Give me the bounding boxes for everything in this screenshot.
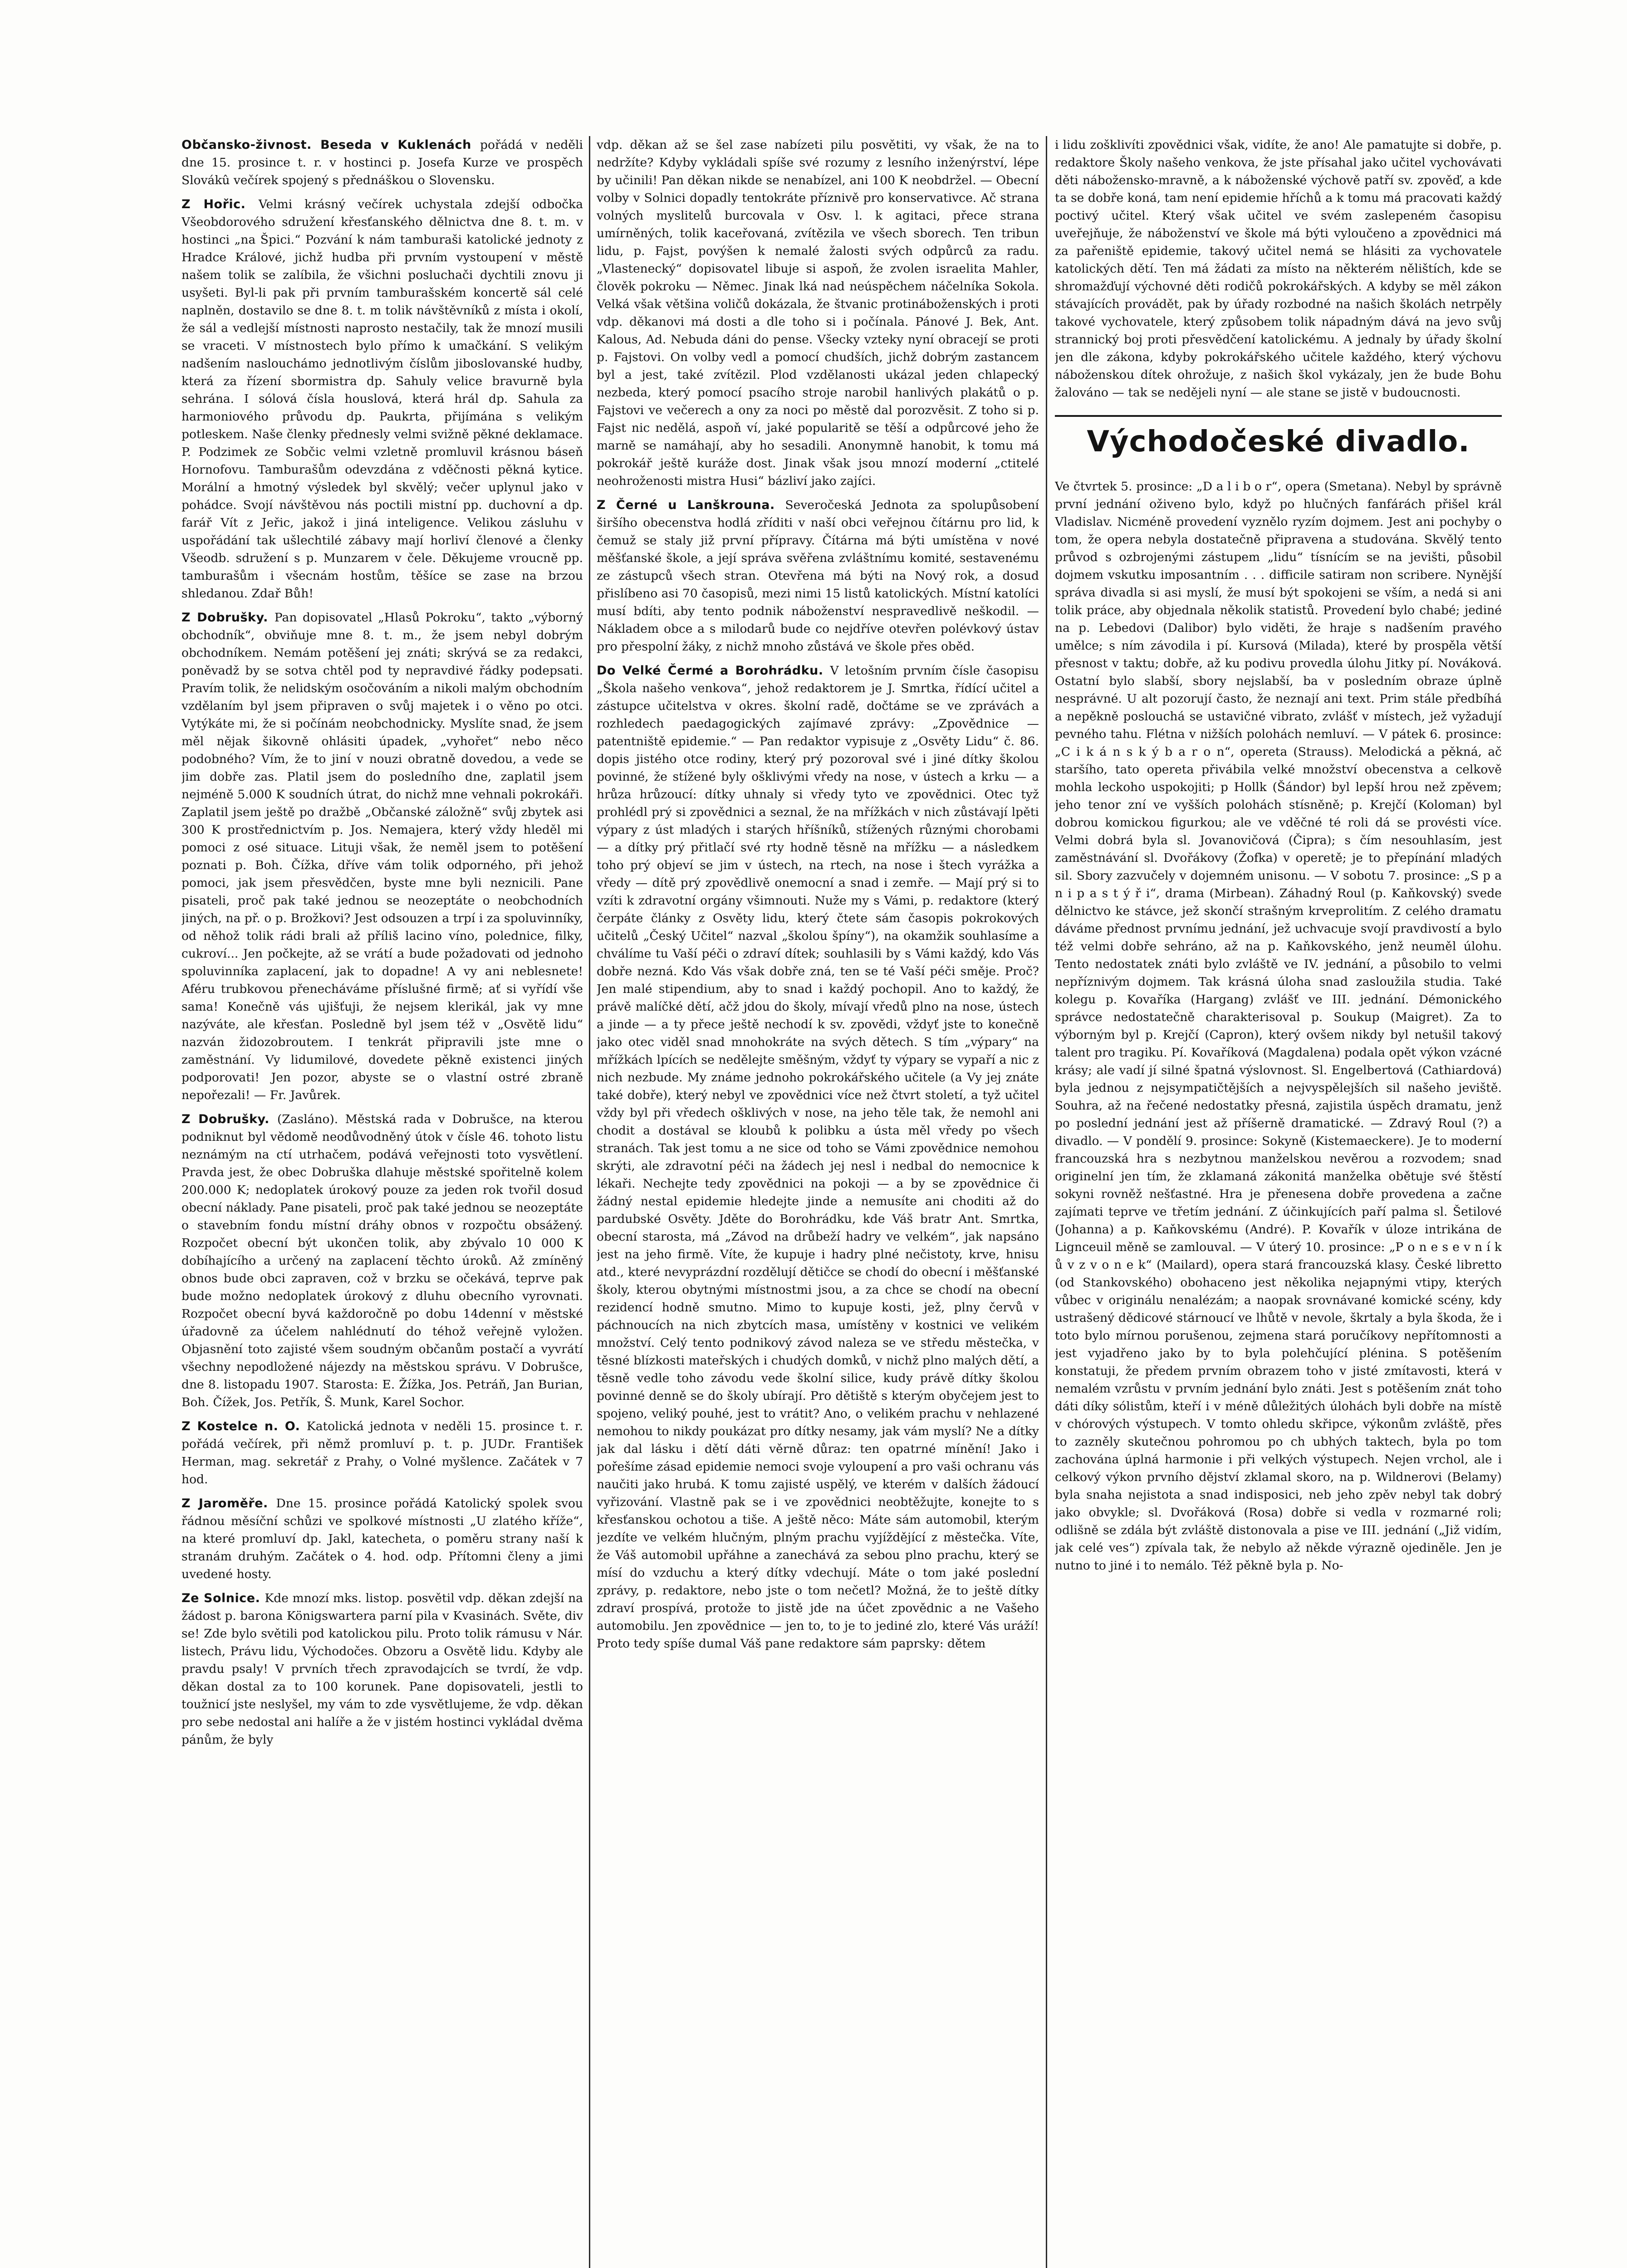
article-text: Ve čtvrtek 5. prosince: „D a l i b o r“, opera (Smetana). Nebyl by správně první jednání oživeno bylo, když po hlučných fanfárách přišel král Vladislav. Nicméně provedení vyznělo ryzím dojmem. Jest ani pochyby o tom, že opera nebyla dostatečně připravena a studována. Skvělý tento průvod s ozbrojenými zástupem „lidu“ tísnícím se na jevišti, působil dojmem vskutku imposantním . . . difficile satiram non scribere. Nynější správa divadla si asi myslí, že musí být spokojeni se vším, a nedá si ani tolik práce, aby objednala několik statistů. Provedení bylo chabé; jediné na p. Lebedovi (Dalibor) bylo viděti, že hraje s nadšením pravého umělce; s ním závodila i pí. Kursová (Milada), které by prospěla větší přesnost v taktu; dobře, až ku podivu provedla úlohu Jitky pí. Nováková. Ostatní bylo slabší, sbory nejslabší, ba v posledním obraze úplně nesprávné. U alt pozorují často, že neznají ani text. Prim stále předbíhá a nepěkně poslouchá se ustavičné vibrato, zvlášť v místech, jež vyžadují pevného tahu. Flétna v nižších polohách nemluví. — V pátek 6. prosince: „C i k á n s k ý b a r o n“, opereta (Strauss). Melodická a pěkná, ač staršího, tato opereta přivábila velké množství obecenstva a celkově mohla leckoho uspokojiti; p Hollk (Šándor) byl lepší hrou než zpěvem; jeho tenor zní ve vyšších polohách stísněně; p. Krejčí (Koloman) byl dobrou komickou figurkou; ale ve vděčné té roli dá se provésti více. Velmi dobrá byla sl. Jovanovičová (Čipra); s čím nesouhlasím, jest zaměstnávání sl. Dvořákovy (Žofka) v operetě; je to přepínání mladých sil. Sbory zazvučely v dojemném unisonu. — V sobotu 7. prosince: „S p a n i p a s t ý ř i“, drama (Mirbean). Záhadný Roul (p. Kaňkovský) svede dělnictvo ke stávce, jež skončí strašným krveprolitím. Z celého dramatu dáváme přednost prvnímu jednání, jež uchvacuje svojí pravdivostí a bylo též velmi dobře sehráno, až na p. Kaňkovského, jenž neuměl úlohu. Tento nedostatek znáti bylo zvláště ve IV. jednání, a působilo to velmi nepříznivým dojmem. Tak krásná úloha snad zasloužila studia. Také kolegu p. Kovaříka (Hargang) zvlášť ve III. jednání. Démonického správce nedostatečně charakterisoval p. Soukup (Maigret). Za to výborným byl p. Krejčí (Capron), který ovšem nikdy byl netušil takový talent pro tragiku. Pí. Kovaříková (Magdalena) podala opět výkon vzácné krásy; ale vadí jí silné špatná výslovnost. Sl. Engelbertová (Cathiardová) byla jednou z nejsympatičtějších a nejvyspělejších sil našeho jeviště. Souhra, až na řečené nedostatky přesná, zajistila úspěch dramatu, jenž po poslední jednání jest až příšerně dramatické. — Zdravý Roul (?) a divadlo. — V pondělí 9. prosince: Sokyně (Kistemaeckere). Je to moderní francouzská hra s nezbytnou manželskou nevěrou a rozvodem; snad originelní jen tím, že zklamaná zákonitá manželka obětuje své štěstí sokyni rovněž nešťastné. Hra je přenesena dobře provedena a začne zajímati teprve ve třetím jednání. Z účinkujících paří palma sl. Šetilové (Johanna) a p. Kaňkovskému (André). P. Kovařík v úloze intrikána de Lignceuil měně se zamlouval. — V úterý 10. prosince: „P o n e s e v n í k ů v z v o n e k“ (Mailard), opera stará francouzská klasy. České libretto (od Stankovského) obohaceno jest několika nejapnými vtipy, kterých vůbec v originálu nenalézám; a naopak srovnávané komické scény, kdy ustrašený dědicové stárnoucí ve lhůtě v nevole, škrtaly a byla škoda, že i toto bylo mírnou porušenou, zejmena stará poručíkovy nepřítomnosti a jest vyjadřeno jako by to byla polehčující plénina. S potěšením konstatuji, že předem prvním obrazem toho v jisté zmítavosti, která v nemalém vzrůstu v prvním jednání bylo znáti. Jest s potěšením znát toho dáti díky sólistům, kteří i v méně důležitých úlohách byli dobře na místě v chórových výstupech. V tomto ohledu skřipce, výkonům zvláště, přes to zazněly skutečnou pohromou po ch ubhých taktech, byla po tom zachována úplná harmonie i při velkých výstupech. Nejen vrchol, ale i celkový výkon prvního dějství zklamal skoro, na p. Wildnerovi (Belamy) byla snaha nejistota a snad indisposici, neb jeho zpěv nebyl tak dobrý jako obvykle; sl. Dvořáková (Rosa) dobře si vedla v rozmarné roli; odlišně se zdála být zvláště distonovala a pise ve III. jednání („Již vidím, jak celé ves“) zpívala tak, že nebylo až někde výrazně ojediněle. Jen je nutno to jiné i to nemálo. Též pěkně byla p. No-: [1055, 479, 1502, 1573]
article: [597, 662, 1039, 1652]
article: [181, 1589, 583, 1749]
article: [597, 136, 1039, 490]
article-headline: Z Jaroměře.: [181, 1496, 276, 1510]
article-text: (Zasláno). Městská rada v Dobrušce, na kterou podniknut byl vědomě neodůvodněný útok v čísle 46. tohoto listu neznámým na ctí utrhačem, podává veřejnosti toto vysvětlení. Pravda jest, že obec Dobruška dlahuje městské spořitelně kolem 200.000 K; nedoplatek úrokový pouze za jeden rok tvořil dosud obecní náklady. Pane pisateli, proč pak také jednou se neozeptáte o stavebním fondu místní dráhy obnos v rozpočtu obsážený. Rozpočet obecní být ukončen tolik, aby zbývalo 10 000 K dobíhajícího a určený na zaplacení těchto úroků. Až zmíněný obnos bude obci zapraven, což v brzku se očekává, teprve pak bude možno nedoplatek úrokový z dluhu obecního vyrovnati. Rozpočet obecní byvá každoročně po dobu 14denní v městské úřadovně za účelem nahlédnutí do téhož veřejně vyložen. Objasnění toto zajisté všem soudným občanům postačí a vyvrátí všechny nepodložené nájezdy na městskou správu. V Dobrušce, dne 8. listopadu 1907. Starosta: E. Žížka, Jos. Petráň, Jan Burian, Boh. Čížek, Jos. Petřík, Š. Munk, Karel Sochor.: [181, 1112, 583, 1409]
article-headline: Do Velké Čermé a Borohrádku.: [597, 664, 830, 678]
column-left: [181, 136, 583, 2268]
article-text: Velmi krásný večírek uchystala zdejší odbočka Všeobdorového sdružení křesťanského dělnictva dne 8. t. m. v hostinci „na Špici.“ Pozvání k nám tamburaši katolické jednoty z Hradce Králové, jichž hudba při prvním vystoupení v městě našem tolik se zalíbila, že všichni posluchači dychtili znovu ji usyšeti. Byl-li pak při prvním tamburašském koncertě sál celé naplněn, dostavilo se dne 8. t. m tolik návštěvníků z místa i okolí, že sál a vedlejší místnosti naprosto nestačily, tak že mnozí musili se vraceti. V místnostech bylo přímo k umačkání. S velikým nadšením naslouchámo jednotlivým číslům jiboslovanské hudby, která za řízení sbormistra dp. Sahuly velice bravurně byla sehrána. I sólová čísla houslová, která hrál dp. Sahula za harmoniového průvodu dp. Paukrta, přijímána s velikým potleskem. Naše členky přednesly velmi svižně pěkné deklamace. P. Podzimek ze Sobčic velmi vzletně promluvil krásnou báseň Hornofovu. Tamburašům odevzdána z vděčnosti pěkná kytice. Morální a hmotný výsledek byl skvělý; večer uplynul jako v pohádce. Svojí návštěvou nás poctili mistní pp. duchovní a dp. farář Vít z Jeřic, jakož i jiná inteligence. Velikou zásluhu v uspořádání tak ušlechtilé zábavy mají horliví členové a členky Všeodb. sdružení s p. Munzarem v čele. Děkujeme vroucně pp. tamburašům i všecnám hostům, těšíce se zase na brzou shledanou. Zdař Bůh!: [181, 197, 583, 601]
article-text: pořádá v neděli dne 15. prosince t. r. v hostinci p. Josefa Kurze ve prospěch Slovákû večírek spojený s přednáškou o Slovensku.: [181, 138, 583, 187]
article: [181, 1418, 583, 1488]
article: [1055, 478, 1502, 1574]
article-text: i lidu zošklivíti zpovědnici však, vidíte, že ano! Ale pamatujte si dobře, p. redaktore Školy našeho venkova, že jste přísahal jako učitel vychovávati děti nábožensko-mravně, a k náboženské výchově patří sv. zpověď, a kde ta se dobře koná, tam není epidemie hříchů a k tomu má pracovati každý poctivý učitel. Který však učitel ve svém zaslepeném časopisu uveřejňuje, že náboženství ve škole má býti vyloučeno a zpovědnici má za pařeniště epidemie, takový učitel nemá se hlásiti za vychovatele katolických dětí. Ten má žádati za místo na některém nělištích, kde se shromažďují výchovné děti rodičů pokrokářských. A kdyby se měl zákon stávajících provádět, pak by úřady rozbodné na našich školách netrpěly takové vychovatele, který způsobem tolik nápadným dává na jevo svůj strannický boj proti přesvědčení katolickému. A jednaly by úřady školní jen dle zákona, kdyby pokrokářského učitele každého, který výchovu náboženskou dítek ohrožuje, z našich škol vykázaly, jen že bude Bohu žalováno — tak se nedějeli nyní — ale stane se jistě v budoucnosti.: [1055, 138, 1502, 400]
article-headline: Z Hořic.: [181, 197, 259, 211]
column-right: [1055, 136, 1502, 2268]
article-text: Kde mnozí mks. listop. posvětil vdp. děkan zdejší na žádost p. barona Königswartera parní pila v Kvasinách. Světe, div se! Zde bylo světili pod katolickou pilu. Proto tolik rámusu v Nár. listech, Právu lidu, Východočes. Obzoru a Osvětě lidu. Kdyby ale pravdu psaly! V prvních třech zpravodajcích se tvrdí, že vdp. děkan dostal za to 100 korunek. Pane dopisovateli, jestli to toužnicí jste neslyšel, my vám to zde vysvětlujeme, že vdp. děkan pro sebe nedostal ani halíře a že v jistém hostinci vykládal dvěma pánům, že byly: [181, 1591, 583, 1747]
article-headline: Z Dobrušky.: [181, 1112, 277, 1126]
article-headline: Ze Solnice.: [181, 1591, 265, 1605]
article: [181, 609, 583, 1104]
article-headline: Z Černé u Lanškrouna.: [597, 498, 785, 512]
article: [181, 136, 583, 189]
section-title: Východočeské divadlo.: [1055, 415, 1502, 464]
article-headline: Občansko-živnost. Beseda v Kuklenách: [181, 138, 480, 152]
article-text: vdp. děkan až se šel zase nabízeti pilu posvětiti, vy však, že na to nedržíte? Kdyby vykládali spíše své rozumy z lesního inženýrství, lépe by učinili! Pan děkan nikde se nenabízel, ani 100 K neobdržel. — Obecní volby v Solnici dopadly tentokráte příznivě pro konservativce. Ač strana volných myslitelů burcovala v Osv. l. k agitaci, přece strana umírněných, tolik kaceřovaná, zvítězila ve všech sborech. Ten tribun lidu, p. Fajst, povýšen k nemalé žalosti svých odpůrců za radu. „Vlastenecký“ dopisovatel libuje si aspoň, že zvolen israelita Mahler, člověk pokroku — Němec. Jinak lká nad neúspěchem náčelníka Sokola. Velká však většina voličů dokázala, že štvanic protináboženských i proti vdp. děkanovi má dosti a dle toho si i počínala. Pánové J. Bek, Ant. Kalous, Ad. Nebuda dáni do pense. Všecky vzteky nyní obracejí se proti p. Fajstovi. On volby vedl a pomocí chudších, jichž dobrým zastancem byl a jest, také zvítězil. Plod vzdělanosti ukázal jeden chlapecký nezbeda, který pomocí psacího stroje narobil hanlivých plakátů o p. Fajstovi ve večerech a ony za noci po městě dal porozvěsit. Z toho si p. Fajst nic nedělá, aspoň ví, jaké popularitě se těší a odpůrcové jeho že marně se namáhají, aby ho sesadili. Anonymně hanobit, k tomu má pokrokář ještě kuráže dost. Jinak však jsou mnozí moderní „ctitelé neohroženosti mistra Husi“ bázliví jako zajíci.: [597, 138, 1039, 488]
article-text: Katolická jednota v neděli 15. prosince t. r. pořádá večírek, při němž promluví p. t. p. JUDr. František Herman, mag. sekretář z Prahy, o Volné myšlence. Začátek v 7 hod.: [181, 1419, 583, 1486]
article: [1055, 136, 1502, 401]
article: [181, 1495, 583, 1583]
article-text: Severočeská Jednota za spolupůsobení širšího obecenstva hodlá zříditi v naší obci veřejnou čítárnu pro lid, k čemuž se staly již první přípravy. Čítárna má býti umístěna v nové měšťanské škole, a její správa svěřena zvláštnímu komité, sestavenému ze zástupců všech stran. Otevřena má býti na Nový rok, a dosud přislíbeno asi 70 časopisů, mezi nimi 15 listů katolických. Místní katolíci musí bdíti, aby tento podnik náboženství nespravedlivě neškodil. — Nákladem obce a s milodarů bude co nejdříve otevřen polévkový ústav pro přespolní žáky, z nichž mnoho zůstává ve škole přes oběd.: [597, 498, 1039, 654]
article: [181, 196, 583, 602]
article-text: Pan dopisovatel „Hlasů Pokroku“, takto „výborný obchodník“, obviňuje mne 8. t. m., že jsem nebyl dobrým obchodníkem. Nemám potěšení jej znáti; skrývá se za redakci, poněvadž by se sotva chtěl pod ty nepravdivé řádky podepsati. Pravím tolik, že nelidským osočováním a nikoli malým obchodním vzdělaním byl jsem připraven o svůj majetek i o věno po otci. Vytýkáte mi, že si počínám neobchodnicky. Myslíte snad, že jsem měl nějak šikovně ohlásiti úpadek, „vyhořet“ nebo něco podobného? Vím, že to jiní v nouzi obratně dovedou, a vede se jim dobře zas. Platil jsem do posledního dne, zaplatil jsem nejméně 5.000 K soudních útrat, do nichž mne vehnali pokrokáři. Zaplatil jsem ještě po dražbě „Občanské záložně“ svůj zbytek asi 300 K prostřednictvím p. Jos. Nemajera, který vždy hleděl mi pomoci z osé situace. Lituji však, že neměl jsem to potěšení poznati p. Boh. Čížka, dříve vám tolik odporného, při jehož pomoci, jak jsem přesvědčen, byste mne byli neznicili. Pane pisateli, proč pak také jednou se neozeptáte o neobchodních jiných, na př. o p. Brožkovi? Jest odsouzen a trpí i za spoluvinníky, od něhož tolik rádi brali až příliš lacino víno, polednice, filky, cukroví... Jen počkejte, až se vrátí a bude požadovati od jednoho spoluvinníka zaplacení, jak to dopadne! A vy ani neblesnete! Aféru trubkovou přenecháváme příslušné firmě; ať si vyřídí vše sama! Konečně vás ujišťuji, že nejsem klerikál, jak vy mne nazýváte, ale křesťan. Posledně byl jsem též v „Osvětě lidu“ nazván židozobroutem. I tenkrát připravili jste mne o zaměstnání. Vy lidumilové, dovedete pěkně existenci jiných podporovati! Jen pozor, abyste se o vlastní ostré zbraně nepořezali! — Fr. Javůrek.: [181, 611, 583, 1102]
article-text: Dne 15. prosince pořádá Katolický spolek svou řádnou měsíční schůzi ve spolkové místnosti „U zlatého kříže“, na které promluví dp. Jakl, katecheta, o poměru strany naší k stranám druhým. Začátek o 4. hod. odp. Přítomni členy a jimi uvedené hosty.: [181, 1496, 583, 1581]
column-divider-2: [1046, 136, 1047, 2268]
column-divider-1: [589, 136, 590, 2268]
article-headline: Z Kostelce n. O.: [181, 1419, 307, 1433]
article: [597, 496, 1039, 655]
article-headline: Z Dobrušky.: [181, 611, 274, 625]
article: [181, 1110, 583, 1411]
article-text: V letošním prvním čísle časopisu „Škola našeho venkova“, jehož redaktorem je J. Smrtka, řídící učitel a zástupce učitelstva v okres. školní radě, dočtáme se ve zprávách a rozhledech paedagogických zajímavé zprávy: „Zpovědnice — patentniště epidemie.“ — Pan redaktor vypisuje z „Osvěty Lidu“ č. 86. dopis jistého otce rodiny, který prý pozoroval své i jiné dítky školou povinné, že stížené byly ošklivými vředy na nose, v ústech a krku — a hrůza hrůzoucí: dítky uhnaly si vředy tyto ve zpovědnici. Otec tyž prohlédl prý si zpovědnici a seznal, že na mřížkách v nich zůstávají lpěti výpary z úst mladých i starých hříšníků, stížených různými chorobami — a dítky prý přitlačí své rty hodně těsně na mřížku — a následkem toho prý objeví se jim v ústech, na rtech, na nose i štech vyrážka a vředy — dítě prý zpovědlivě onemocní a snad i zemře. — Mají prý si to vzíti k zdravotní orgány všimnouti. Nuže my s Vámi, p. redaktore (který čerpáte články z Osvěty lidu, který čtete sám časopis pokrokových učitelů „Český Učitel“ nazval „školou špíny“), na okamžik souhlasíme a chválíme tu Vaší péči o zdraví dítek; souhlasili by s Vámi každý, kdo Vás dobře nezná. Kdo Vás však dobře zná, ten se té Vaší péči směje. Proč? Jen malé stipendium, aby to snad i každý pochopil. Ano to každý, že právě malíčké dětí, ačž jdou do školy, mívají vředů plno na nose, ústech a jinde — a ty přece ještě nechodí k sv. zpovědi, vždyť jste to konečně jako otec viděl snad mnohokráte na svých dětech. S tím „výpary“ na mřížkách lpících se nedělejte směšným, vždyť ty výpary se vypaří a nic z nich nezbude. My známe jednoho pokrokářského učitele (a Vy jej znáte také dobře), který nebyl ve zpovědnici více než čtvrt století, a tyž učitel vždy byl při vředech ošklivých v nose, na jeho těle tak, že nemohl ani chodit a dostával se kloubů k polibku a ústa měl vředy po všech stranách. Tak jest tomu a ne sice od toho se Vámi zpovědnice nemohou skrýti, ale zdravotní péči na žádech jej nesl i nedbal do nemocnice k lékaři. Nechejte tedy zpovědnici na pokoji — a by se zpovědnice či žádný nestal epidemie hledejte jinde a nemusíte ani choditi až do pardubské Osvěty. Jděte do Borohrádku, kde Váš bratr Ant. Smrtka, obecní starosta, má „Závod na drůbeží hadry ve velkém“, jak napsáno jest na jeho firmě. Víte, že kupuje i hadry plné nečistoty, krve, hnisu atd., které nevyprázdní rozdělují dětičce se chodí do obecní i měšťanské školy, kterou obytnými místnostmi jsou, a za chce se chodí na obecní rezidencí hodně smutno. Mimo to kupuje kosti, jež, plny červů v páchnoucích na nich zbytcích masa, umístěny v kostnici ve velikém množství. Celý tento podnikový závod naleza se ve středu městečka, v těsné blízkosti mateřských i chudých domků, v nichž plno malých dětí, a těsně vedle toho závodu vede školní silice, kudy právě dítky školou povinné denně se do školy ubírají. Pro dětiště s kterým obyčejem jest to spojeno, veliký pouhé, jest to vrátit? Ano, o velikém prachu v nehlazené nemohou to nikdy poukázat pro dítky nesamy, jak vám myslí? Ne a dítky jak dal lásku i dětí dáti věrně důraz: ten opatrné mínění! Jako i pořešíme zásad epidemie nemoci svoje vyloupení a pro vaši ochranu vás naučiti jako hrubá. K tomu zajisté uspělý, ve kterém v dalších žádoucí vyřizování. Vlastně pak se i ve zpovědnici neobtěžujte, konejte to s křesťanskou ochotou a tiše. A ještě něco: Máte sám automobil, kterým jezdíte ve velkém hlučným, plným prachu vyjíždějící z městečka. Víte, že Váš automobil upřáhne a zanechává za sebou plno prachu, který se mísí do vzduchu a který dítky vdechují. Máte o tom jaké poslední zprávy, p. redaktore, nebo jste o tom nečetl? Možná, že to ještě dítky zdraví prospívá, protože to jistě jde na účet zpovědnic a ne Vašeho automobilu. Jen zpovědnice — jen to, to je to jediné zlo, které Vás uráží! Proto tedy spíše dumal Váš pane redaktore sám paprsky: dětem: [597, 664, 1039, 1651]
column-middle: [597, 136, 1039, 2268]
